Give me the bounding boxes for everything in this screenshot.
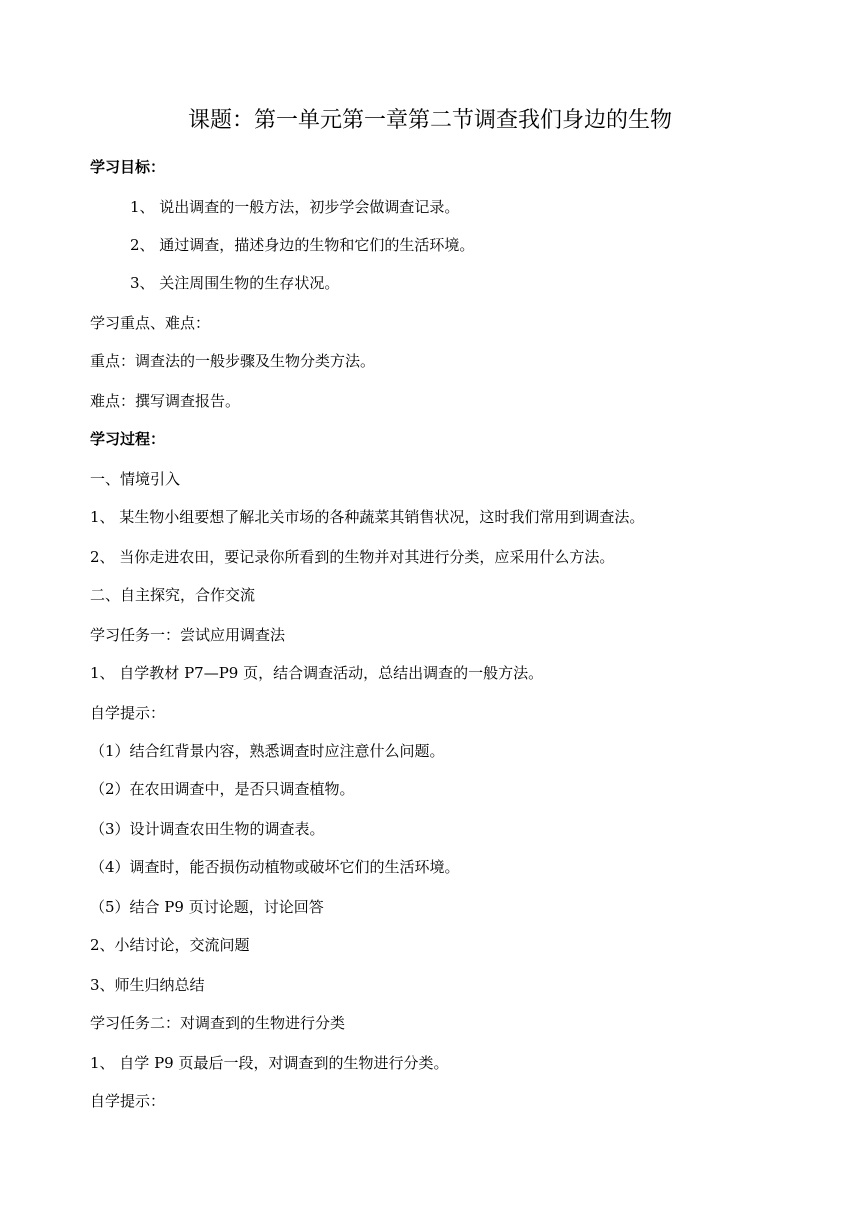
- hint-item: （4）调查时，能否损伤动植物或破坏它们的生活环境。: [90, 858, 460, 876]
- paragraph-line: 1、 自学教材 P7—P9 页，结合调查活动，总结出调查的一般方法。: [90, 664, 544, 682]
- hint-item: （5）结合 P9 页讨论题，讨论回答: [90, 898, 324, 916]
- section-heading-objectives: 学习目标：: [90, 158, 166, 176]
- hint-heading: 自学提示：: [90, 1092, 166, 1110]
- key-point-line: 重点：调查法的一般步骤及生物分类方法。: [90, 352, 376, 370]
- objective-item: 2、 通过调查，描述身边的生物和它们的生活环境。: [130, 236, 475, 254]
- subsection-heading: 一、情境引入: [90, 470, 181, 488]
- section-heading-process: 学习过程：: [90, 430, 166, 448]
- task-heading: 学习任务二：对调查到的生物进行分类: [90, 1014, 346, 1032]
- paragraph-line: 2、小结讨论，交流问题: [90, 936, 250, 954]
- hint-item: （1）结合红背景内容，熟悉调查时应注意什么问题。: [90, 742, 445, 760]
- section-heading-key-points: 学习重点、难点：: [90, 314, 211, 332]
- page-title: 课题：第一单元第一章第二节调查我们身边的生物: [187, 108, 672, 133]
- paragraph-line: 2、 当你走进农田，要记录你所看到的生物并对其进行分类，应采用什么方法。: [90, 548, 615, 566]
- paragraph-line: 1、 某生物小组要想了解北关市场的各种蔬菜其销售状况，这时我们常用到调查法。: [90, 508, 645, 526]
- task-heading: 学习任务一：尝试应用调查法: [90, 626, 286, 644]
- hint-heading: 自学提示：: [90, 704, 166, 722]
- hint-item: （2）在农田调查中，是否只调查植物。: [90, 780, 355, 798]
- objective-item: 1、 说出调查的一般方法，初步学会做调查记录。: [130, 198, 460, 216]
- objective-item: 3、 关注周围生物的生存状况。: [130, 274, 340, 292]
- paragraph-line: 1、 自学 P9 页最后一段，对调查到的生物进行分类。: [90, 1054, 449, 1072]
- difficult-point-line: 难点：撰写调查报告。: [90, 392, 241, 410]
- paragraph-line: 3、师生归纳总结: [90, 976, 205, 994]
- subsection-heading: 二、自主探究，合作交流: [90, 586, 256, 604]
- hint-item: （3）设计调查农田生物的调查表。: [90, 820, 325, 838]
